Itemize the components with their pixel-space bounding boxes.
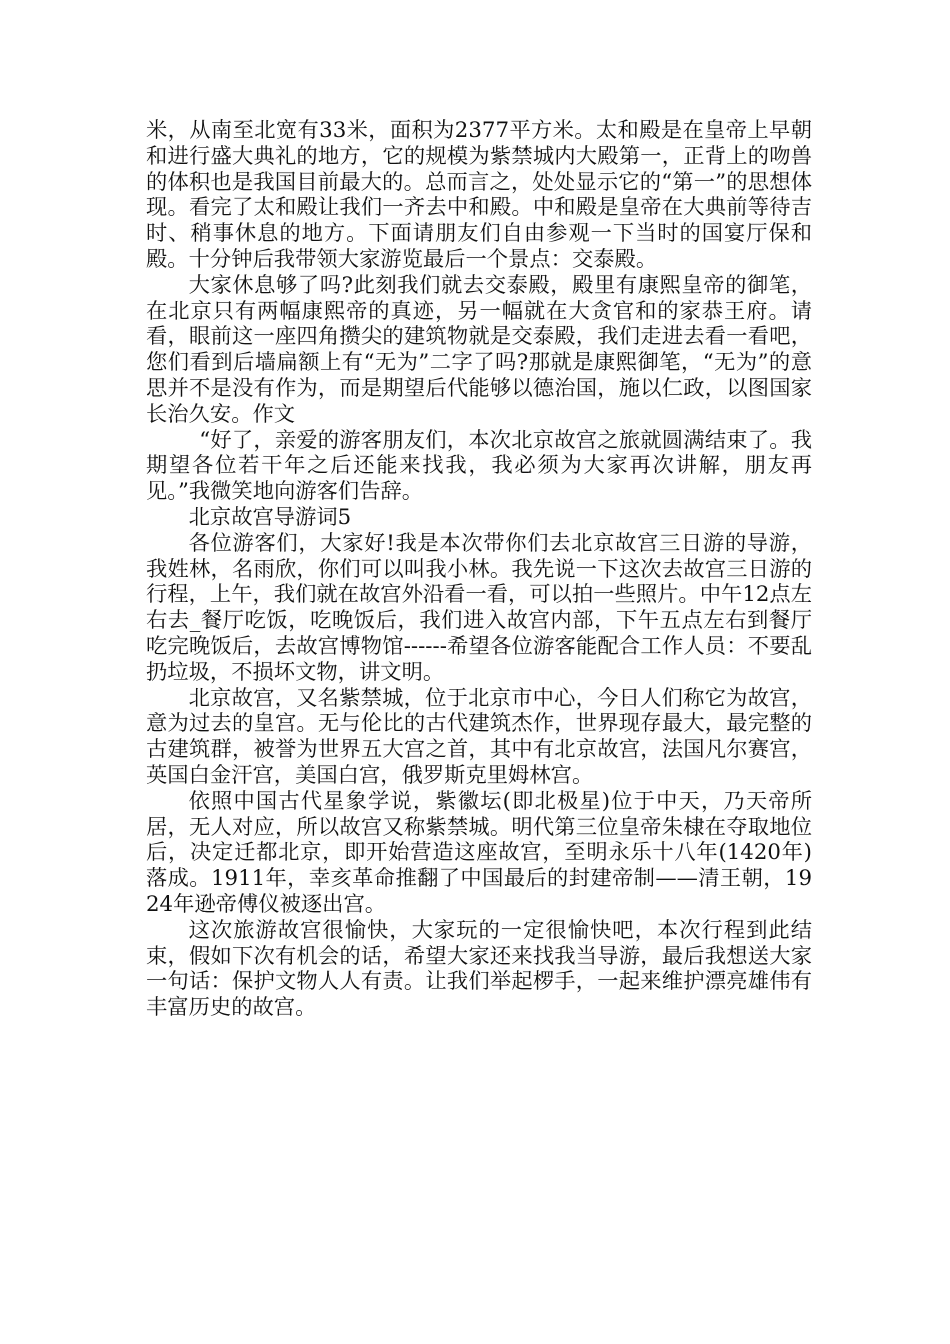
section-heading: 北京故宫导游词5 (188, 504, 352, 530)
paragraph-jiaotai-hall: 大家休息够了吗?此刻我们就去交泰殿，殿里有康熙皇帝的御笔，在北京只有两幅康熙帝的真迹，另一幅就在大贪官和的家恭王府。请看，眼前这一座四角攒尖的建筑物就是交泰殿，我们走进去看一看吧，您们看到后墙扁额上有“无为”二字了吗?那就是康熙御笔，“无为”的意思并不是没有作为，而是期望后代能够以德治国，施以仁政，以图国家长治久安。作文 (146, 272, 812, 427)
paragraph-farewell: “好了，亲爱的游客朋友们，本次北京故宫之旅就圆满结束了。我期望各位若干年之后还能来找我，我必须为大家再次讲解，朋友再见。”我微笑地向游客们告辞。 (146, 427, 812, 505)
paragraph-forbidden-city-intro: 北京故宫，又名紫禁城，位于北京市中心，今日人们称它为故宫，意为过去的皇宫。无与伦比的古代建筑杰作，世界现存最大，最完整的古建筑群，被誉为世界五大宫之首，其中有北京故宫，法国凡尔赛宫，英国白金汗宫，美国白宫，俄罗斯克里姆林宫。 (146, 685, 812, 788)
paragraph-itinerary: 各位游客们，大家好!我是本次带你们去北京故宫三日游的导游，我姓林，名雨欣，你们可以叫我小林。我先说一下这次去故宫三日游的行程，上午，我们就在故宫外沿看一看，可以拍一些照片。中午12点左右去_餐厅吃饭，吃晚饭后，我们进入故宫内部，下午五点左右到餐厅吃完晚饭后，去故宫博物馆------希望各位游客能配合工作人员：不要乱扔垃圾，不损坏文物，讲文明。 (146, 530, 813, 685)
paragraph-closing: 这次旅游故宫很愉快，大家玩的一定很愉快吧，本次行程到此结束，假如下次有机会的话，希望大家还来找我当导游，最后我想送大家一句话：保护文物人人有责。让我们举起椤手，一起来维护漂亮雄伟有丰富历史的故宫。 (146, 917, 812, 1021)
paragraph-history: 依照中国古代星象学说，紫徽坛(即北极星)位于中天，乃天帝所居，无人对应，所以故宫又称紫禁城。明代第三位皇帝朱棣在夺取地位后，决定迁都北京，即开始营造这座故宫，至明永乐十八年(1420年)落成。1911年，幸亥革命推翻了中国最后的封建帝制——清王朝，1924年逊帝傅仪被逐出宫。 (146, 788, 812, 917)
document-page (146, 118, 812, 1021)
paragraph-taihe-hall: 米，从南至北宽有33米，面积为2377平方米。太和殿是在皇帝上早朝和进行盛大典礼的地方，它的规模为紫禁城内大殿第一，正背上的吻兽的体积也是我国目前最大的。总而言之，处处显示它的“第一”的思想体现。看完了太和殿让我们一齐去中和殿。中和殿是皇帝在大典前等待吉时、稍事休息的地方。下面请朋友们自由参观一下当时的国宴厅保和殿。十分钟后我带领大家游览最后一个景点：交泰殿。 (146, 118, 812, 272)
